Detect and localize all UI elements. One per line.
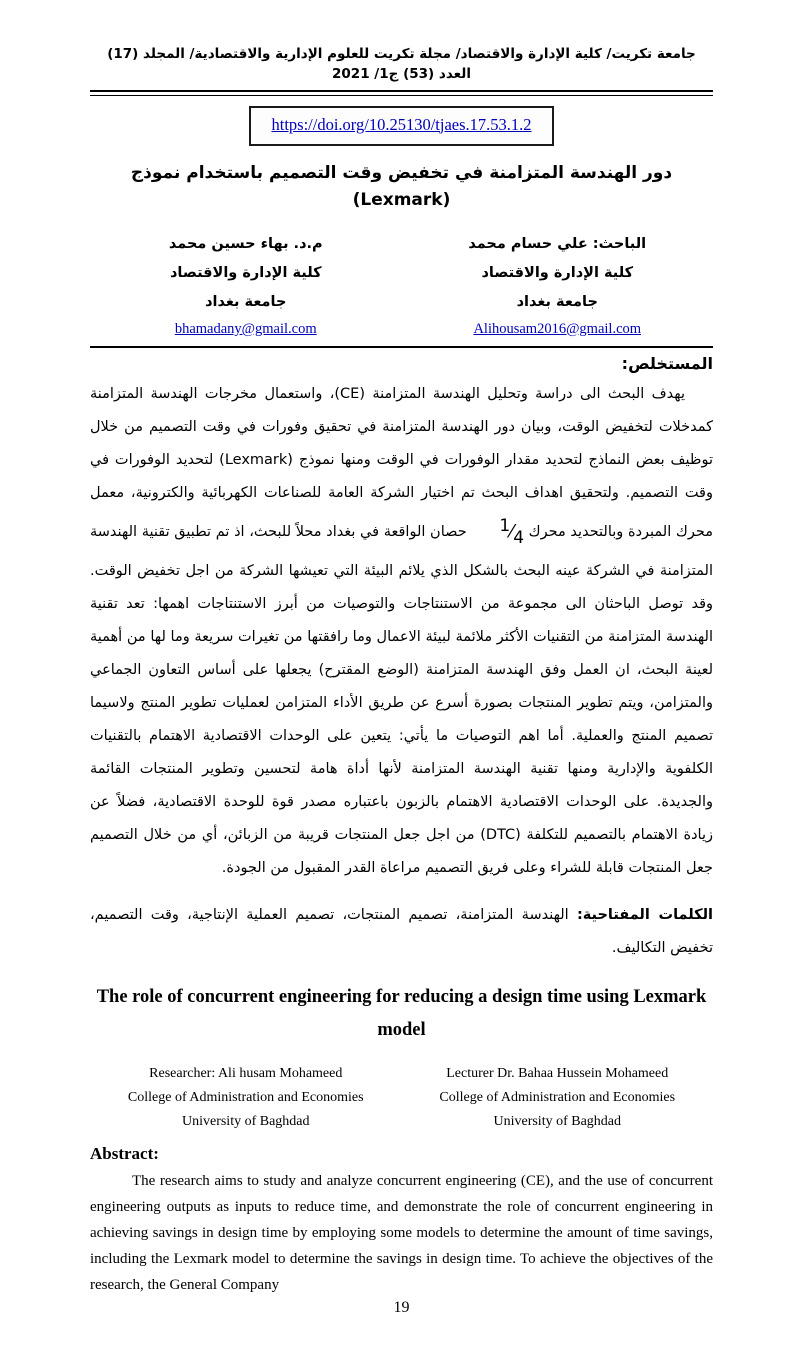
arabic-abstract-text-2: حصان الواقعة في بغداد محلاً للبحث، اذ تم تطبيق تقنية الهندسة المتزامنة في الشركة عينه البحث بالشكل الذي يلائم البيئة التي تعيشها الشركة من اجل تخفيض الوقت. وقد توصل الباحثان الى مجموعة من الاستنتاجات والتوصيات من أبرز الاستنتاجات اهمها: تعد تقنية الهندسة المتزامنة من التقنيات الأكثر ملائمة لبيئة الاعمال وما رافقتها من تغيرات سريعة وما لها من أهمية لعينة البحث، ان العمل وفق الهندسة المتزامنة (الوضع المقترح) يجعلها على أساس التعاون الجماعي والمتزامن، ويتم تطوير المنتجات بصورة أسرع عن طريق الأداء المتزامن لعمليات تطوير المنتج ولاسيما تصميم المنتج والعملية. أما اهم التوصيات ما يأتي: يتعين على الوحدات الاقتصادية الاهتمام بالتقنيات الكلفوية والإدارية ومنها تقنية الهندسة المتزامنة لأنها أداة هامة لتحسين وتطوير المنتجات القائمة والجديدة. على الوحدات الاقتصادية الاهتمام بالزبون باعتباره مصدر قوة للوحدة الاقتصادية، فضلاً عن زيادة الاهتمام بالتصميم للتكلفة (DTC) من اجل جعل المنتجات قريبة من الزبائن، أي من خلال التصميم جعل المنتجات قابلة للشراء وعلى فريق التصميم مراعاة القدر المقبول من الجودة. [90,523,713,876]
lecturer-email-link[interactable]: bhamadany@gmail.com [174,320,317,337]
fraction-slash: ⁄ [510,520,514,542]
english-abstract-heading: Abstract: [90,1144,159,1164]
lecturer-name-en: Lecturer Dr. Bahaa Hussein Mohameed [446,1066,669,1082]
arabic-keywords-text: الهندسة المتزامنة، تصميم المنتجات، تصميم العملية الإنتاجية، وقت التصميم، تخفيض التكاليف. [90,907,713,957]
section-divider-rule [90,346,713,348]
fraction-denominator: 4 [513,527,525,548]
researcher-name-ar: الباحث: علي حسام محمد [468,235,647,252]
arabic-abstract-text-1: يهدف البحث الى دراسة وتحليل الهندسة المتزامنة (CE)، واستعمال مخرجات الهندسة المتزامنة كمدخلات لتخفيض الوقت، وبيان دور الهندسة المتزامنة في تحقيق وفورات في وقت التصميم من خلال توظيف بعض النماذج لتحديد مقدار الوفورات في الوقت ومنها نموذج (Lexmark) لتحديد الوفورات في وقت التصميم. ولتحقيق اهداف البحث تم اختيار الشركة العامة للصناعات الكهربائية والكترونية، معمل محرك المبردة وبالتحديد محرك [90,385,713,540]
journal-header-line: جامعة تكريت/ كلية الإدارة والاقتصاد/ مجلة تكريت للعلوم الإدارية والاقتصادية/ المجلد (17) العدد (53) ج1/ 2021 [107,46,696,83]
researcher-name-en: Researcher: Ali husam Mohameed [149,1066,343,1082]
english-abstract-paragraph: The research aims to study and analyze concurrent engineering (CE), and the use of concurrent engineering outputs as inputs to reduce time, and demonstrate the role of concurrent engineering in achieving savings in design time by employing some models to determine the amount of time savings, including the Lexmark model to determine the savings in design time. To achieve the objectives of the research, the General Company [90,1173,713,1294]
doi-box-wrapper [90,106,713,146]
lecturer-college-ar: كلية الإدارة والاقتصاد [169,264,322,281]
quarter-fraction [471,510,524,555]
page-number: 19 [393,1299,410,1316]
doi-link[interactable]: https://doi.org/10.25130/tjaes.17.53.1.2 [271,114,532,134]
english-title: The role of concurrent engineering for reducing a design time using Lexmark model [96,987,707,1040]
doi-box [249,106,553,146]
arabic-abstract-heading: المستخلص: [621,353,713,373]
english-author-researcher [90,1062,402,1134]
lecturer-college-en: College of Administration and Economies [439,1090,676,1106]
researcher-email-link[interactable]: Alihousam2016@gmail.com [473,320,642,337]
lecturer-university-ar: جامعة بغداد [205,293,287,310]
arabic-keywords-label: الكلمات المفتاحية: [576,907,713,924]
lecturer-name-ar: م.د. بهاء حسين محمد [168,235,323,252]
arabic-abstract-paragraph [90,378,713,885]
researcher-college-ar: كلية الإدارة والاقتصاد [481,264,634,281]
arabic-keywords-line [90,899,713,965]
arabic-authors-block [90,230,713,338]
header-double-rule [90,90,713,96]
arabic-title: دور الهندسة المتزامنة في تخفيض وقت التصميم باستخدام نموذج (Lexmark) [130,162,673,210]
english-author-lecturer [402,1062,714,1134]
arabic-author-lecturer [90,230,402,338]
researcher-college-en: College of Administration and Economies [127,1090,364,1106]
researcher-university-en: University of Baghdad [181,1114,310,1130]
arabic-author-researcher [402,230,714,338]
fraction-numerator: 1 [499,515,511,536]
researcher-university-ar: جامعة بغداد [516,293,598,310]
english-authors-block [90,1062,713,1134]
lecturer-university-en: University of Baghdad [493,1114,622,1130]
